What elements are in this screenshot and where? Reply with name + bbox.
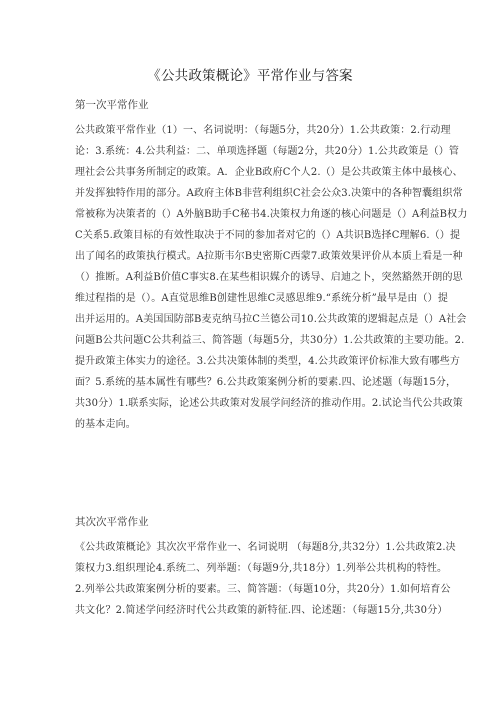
section-heading-first: 第一次平常作业 bbox=[75, 99, 149, 111]
paragraph-line: C关系5.政策目标的有效性取决于不同的参加者对它的（）A共识B选择C理解6.（）提 bbox=[75, 230, 461, 241]
paragraph-line: 常被称为决策者的（）A外脑B助手C秘书4.决策权力角逐的核心问题是（）A利益B权力 bbox=[75, 209, 468, 220]
paragraph-line: 问题B公共问题C公共利益三、简答题（每题5分，共30分）1.公共政策的主要功能。2. bbox=[75, 335, 465, 346]
paragraph-line: 出并运用的。A美国国防部B麦克纳马拉C兰德公司10.公共政策的逻辑起点是（）A社会 bbox=[75, 314, 467, 325]
paragraph-line: （）推断。A利益B价值C事实8.在某些相识媒介的诱导、启迪之卜，突然豁然开朗的思 bbox=[75, 272, 463, 283]
paragraph-line: 并发挥独特作用的部分。A政府主体B非营利组织C社会公众3.决策中的各种智囊组织常 bbox=[75, 188, 463, 199]
paragraph-line: 策权力3.组织理论4.系统二、列举题：（每题9分,共18分）1.列举公共机构的特性。 bbox=[75, 563, 448, 574]
paragraph-line: 《公共政策概论》其次次平常作业一、名词说明 （每题8分,共32分）1.公共政策2.决 bbox=[75, 542, 456, 553]
document-title: 《公共政策概论》平常作业与答案 bbox=[147, 68, 353, 84]
paragraph-line: 面？5.系统的基本属性有哪些？6.公共政策案例分析的要素.四、论述题（每题15分， bbox=[75, 377, 457, 388]
paragraph-line: 共30分）1.联系实际，论述公共政策对发展学问经济的推动作用。2.试论当代公共政策 bbox=[75, 398, 463, 409]
paragraph-line: 公共政策平常作业（1）一、名词说明：（每题5分，共20分）1.公共政策：2.行动理 bbox=[75, 125, 451, 136]
paragraph-line: 论：3.系统：4.公共利益：二、单项选择题（每题2分，共20分）1.公共政策是（）管 bbox=[75, 146, 460, 157]
section-body-first bbox=[75, 120, 468, 435]
paragraph-line: 2.列举公共政策案例分析的要素。三、简答题：（每题10分，共20分）1.如何培育公 bbox=[75, 584, 451, 595]
section-heading-second: 其次次平常作业 bbox=[75, 516, 149, 528]
paragraph-line: 理社会公共事务所制定的政策。A．企业B政府C个人2.（）是公共政策主体中最核心、 bbox=[75, 167, 463, 178]
paragraph-line: 共文化？2.简述学问经济时代公共政策的新特征.四、论述题：（每题15分,共30分） bbox=[75, 605, 448, 616]
paragraph-line: 维过程指的是（）。A直觉思维B创建性思维C灵感思维9.“系统分析”最早是由（）提 bbox=[75, 293, 448, 304]
paragraph-line: 的基本走向。 bbox=[75, 419, 136, 430]
section-body-second bbox=[75, 537, 456, 621]
paragraph-line: 提升政策主体实力的途径。3.公共决策体制的类型，4.公共政策评价标准大致有哪些方 bbox=[75, 356, 461, 367]
paragraph-line: 出了闻名的政策执行模式。A拉斯韦尔B史密斯C西蒙7.政策效果评价从本质上看是一种 bbox=[75, 251, 463, 262]
